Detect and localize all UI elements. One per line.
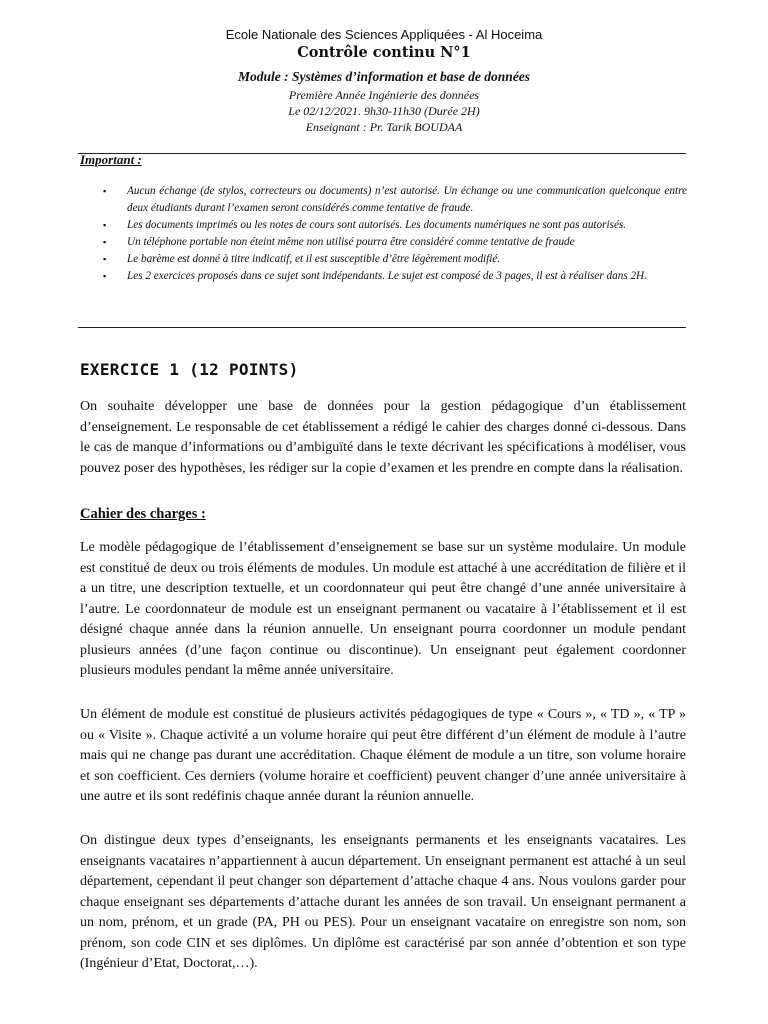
- exam-date: Le 02/12/2021. 9h30-11h30 (Durée 2H): [288, 104, 480, 118]
- list-item: ▪ Le barème est donné à titre indicatif, et il est susceptible d’être légèrement modifié.: [103, 251, 687, 268]
- teacher-name: Enseignant : Pr. Tarik BOUDAA: [305, 120, 463, 134]
- bullet-icon: ▪: [103, 237, 107, 247]
- list-item: ▪ Les 2 exercices proposés dans ce sujet sont indépendants. Le sujet est composé de 3 pages, il est à réaliser dans 2H.: [103, 268, 687, 285]
- exercise-title: EXERCICE 1 (12 POINTS): [80, 360, 299, 379]
- exercise-intro: On souhaite développer une base de données pour la gestion pédagogique d’un établissement d’enseignement. Le responsable de cet établissement a rédigé le cahier des charges donné ci-dessous. Dans le cas de manque d’informations ou d’ambiguïté dans le texte décrivant les spécifications à modéliser, vous pouvez poser des hypothèses, les rédiger sur la copie d’examen et les prendre en compte dans la réalisation.: [80, 399, 686, 476]
- divider-bottom: [78, 327, 686, 328]
- bullet-icon: ▪: [103, 271, 107, 281]
- bullet-icon: ▪: [103, 186, 107, 196]
- cahier-heading: Cahier des charges :: [80, 506, 206, 522]
- important-heading: Important :: [80, 152, 142, 167]
- school-name: Ecole Nationale des Sciences Appliquées - Al Hoceima: [225, 27, 543, 42]
- program-year: Première Année Ingénierie des données: [288, 88, 480, 102]
- bullet-icon: ▪: [103, 254, 107, 264]
- important-list: [103, 183, 687, 285]
- paragraph-enseignants: On distingue deux types d’enseignants, les enseignants permanents et les enseignants vacataires. Les enseignants vacataires n’appartiennent à aucun département. Un enseignant permanent est attaché à un seul département, cependant il peut changer son département d’attache chaque 4 ans. Nous voulons garder pour chaque enseignant ses départements d’attache durant les années de son travail. Un enseignant permanent a un nom, prénom, et un grade (PA, PH ou PES). Pour un enseignant vacataire on enregistre son nom, son prénom, son code CIN et ses diplômes. Un diplôme est caractérisé par son année d’obtention et son type (Ingénieur d’Etat, Doctorat,…).: [80, 833, 686, 971]
- list-item: ▪ Aucun échange (de stylos, correcteurs ou documents) n’est autorisé. Un échange ou une communication quelconque entre deux étudiants durant l’examen seront considérés comme tentative de fraude.: [103, 185, 687, 214]
- exam-title: Contrôle continu N°1: [297, 44, 471, 61]
- divider-top: [78, 153, 686, 154]
- list-item: ▪ Un téléphone portable non éteint même non utilisé pourra être considéré comme tentative de fraude: [103, 234, 687, 251]
- list-item: ▪ Les documents imprimés ou les notes de cours sont autorisés. Les documents numériques ne sont pas autorisés.: [103, 217, 687, 234]
- bullet-icon: ▪: [103, 220, 107, 230]
- paragraph-element: Un élément de module est constitué de plusieurs activités pédagogiques de type « Cours », « TD », « TP » ou « Visite ». Chaque activité a un volume horaire qui peut être différent d’un élément de module à l’autre mais qui ne change pas durant une accréditation. Chaque élément de module a un titre, son volume horaire et son coefficient. Ces derniers (volume horaire et coefficient) peuvent changer d’une année universitaire à une autre et ils sont redéfinis chaque année durant la réunion annuelle.: [80, 707, 686, 804]
- paragraph-module: Le modèle pédagogique de l’établissement d’enseignement se base sur un système modulaire. Un module est constitué de deux ou trois éléments de modules. Un module est attaché à une accréditation de filière et il a un titre, une description textuelle, et un coordonnateur qui peut être changé d’une année universitaire à l’autre. Le coordonnateur de module est un enseignant permanent ou vacataire à l’établissement et il est désigné chaque année dans la réunion annuelle. Un enseignant pourra coordonner un module pendant plusieurs années (d’une façon continue ou discontinue). Un enseignant peut également coordonner plusieurs modules pendant la même année universitaire.: [80, 540, 686, 678]
- module-name: Module : Systèmes d’information et base de données: [237, 69, 531, 84]
